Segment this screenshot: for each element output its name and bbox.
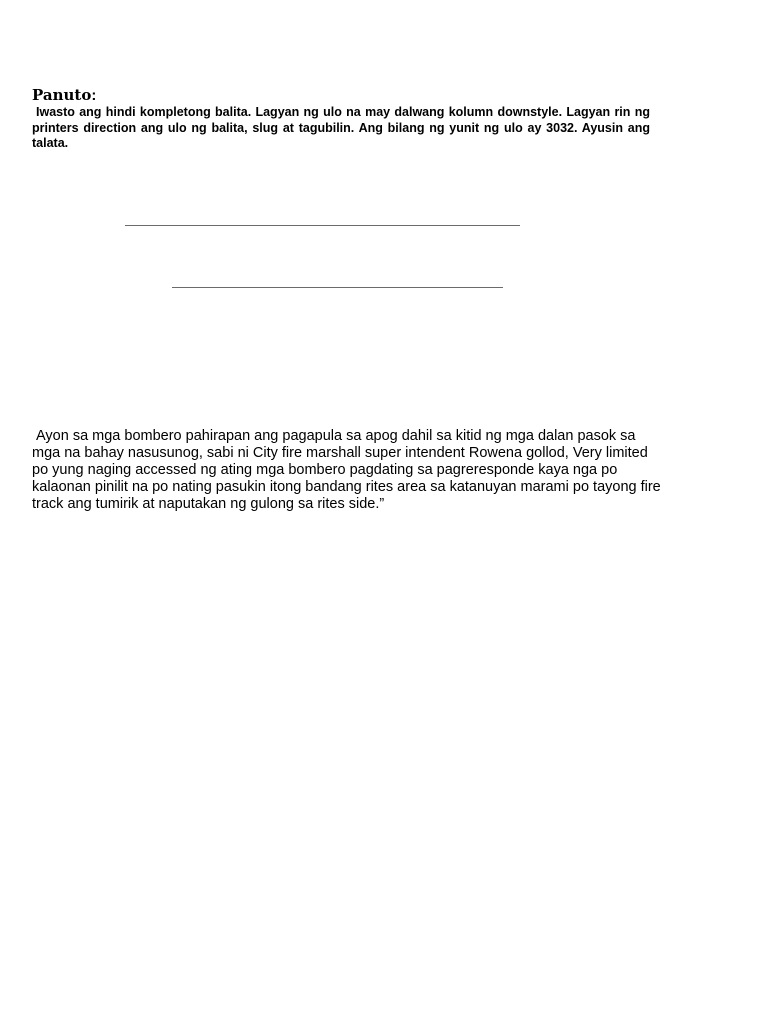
- news-paragraph: Ayon sa mga bombero pahirapan ang pagapula sa apog dahil sa kitid ng mga dalan pasok sa mga na bahay nasusunog, sabi ni City fire marshall super intendent Rowena gollod, Very limited po yung naging accessed ng ating mga bombero pagdating sa pagreresponde kaya nga po kalaonan pinilit na po nating pasukin itong bandang rites area sa katanuyan marami po tayong fire track ang tumirik at naputakan ng gulong sa rites side.”: [32, 428, 661, 512]
- heading-colon: :: [91, 87, 97, 104]
- headline-blank-line-1: [125, 225, 520, 226]
- instruction-heading: [32, 86, 96, 105]
- headline-blank-line-2: [172, 287, 503, 288]
- heading-text: Panuto: [32, 86, 92, 104]
- instruction-text: Iwasto ang hindi kompletong balita. Lagyan ng ulo na may dalwang kolumn downstyle. Lagyan rin ng printers direction ang ulo ng balita, slug at tagubilin. Ang bilang ng yunit ng ulo ay 3032. Ayusin ang talata.: [32, 105, 650, 150]
